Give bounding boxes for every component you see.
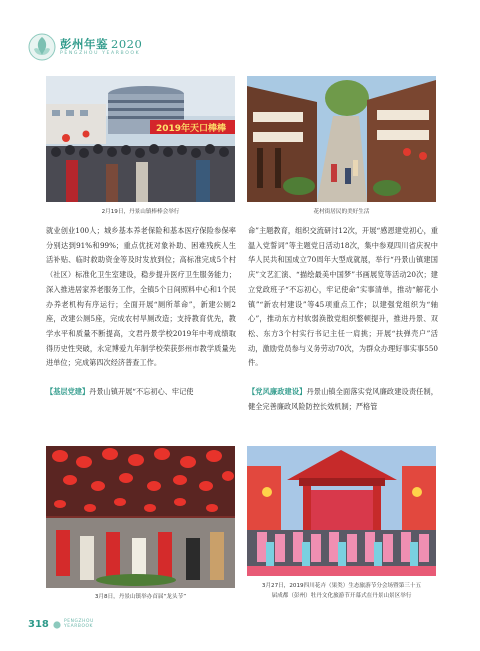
left-section-party-building: 【基层党建】丹景山镇开展“不忘初心、牢记使 [46,387,194,397]
photo-flower-village-street [247,76,436,202]
right-section-clean-governance: 【党风廉政建设】丹景山镇全面落实党风廉政建设责任制，健全完善廉政风险防控长效机制；严格管 [248,387,438,411]
page-number: 318 [28,619,49,630]
page-header [28,33,248,63]
photo-peony-festival-opening [247,446,436,576]
page-footer [28,619,228,637]
caption-top-left: 2月19日，丹景山镇棒棒会举行 [101,209,180,215]
caption-bottom-right-line1: 3月27日，2019四川花卉（果类）生态旅游节分会场暨第三十五 [261,583,422,589]
left-column [46,224,236,400]
footer-logo-icon [53,621,61,629]
left-paragraph: 就业创业100人；城乡基本养老保险和基本医疗保险参保率分别达到91%和99%；重点优抚对象补助、困难残疾人生活补贴、临时救助资金等及时发放到位；高标准完成5个村（社区）标准化卫生室建设，稳步提升医疗卫生服务能力；深入推进居家养老服务工作，全镇5个日间照料中心和1个民办养老机构有序运行；全面开展“厕所革命”，新建公厕2座，改建公厕5座，完成农村旱厕改造；支持教育优先，教学水平和质量不断提高，文君丹景学校2019年中考成绩取得历史性突破，永定博爱九年制学校荣获彭州市教学质量先进单位；完成第四次经济普查工作。 [46,226,236,368]
yearbook-title: 彭州年鉴 2020 [60,37,143,51]
right-column [248,224,438,414]
photo-stick-fair [46,76,235,202]
caption-top-right: 花村街居民的美好生活 [313,209,370,215]
caption-bottom-left: 3月8日，丹景山镇举办首届“龙头节” [94,594,187,600]
section-title-party-building: 【基层党建】 [46,387,90,397]
caption-bottom-right-line2: 届成都（彭州）牡丹文化旅游节开幕式在丹景山景区举行 [271,593,412,599]
photo-dragon-head-festival [46,446,235,588]
section-title-clean-governance: 【党风廉政建设】 [248,387,307,397]
footer-yearbook-name: PENGZHOU YEARBOOK [64,619,94,629]
yearbook-logo-icon [28,33,56,61]
banner-text: 2019年天口棒棒 [156,124,227,134]
yearbook-subtitle: PENGZHOU YEARBOOK [60,51,141,56]
right-paragraph: 命”主题教育，组织交流研讨12次，开展“感恩建党初心，重温入党誓词”等主题党日活动18次，集中参观四川省庆祝中华人民共和国成立70周年大型成就展，举行“丹景山镇建国庆”文艺汇演、“描绘最美中国梦”书画展览等活动20次；建立党政班子“不忘初心，牢记使命”实事清单，推动“解花小镇”“新农村建设”等45项重点工作；以建强党组织为“轴心”，推动东方村软弱涣散党组织整顿提升，推进丹景、双松、东方3个村实行书记主任一肩挑；开展“扶弹壳户”活动，激励党员参与义务劳动70次，为群众办理好事实事550件。 [248,226,438,368]
